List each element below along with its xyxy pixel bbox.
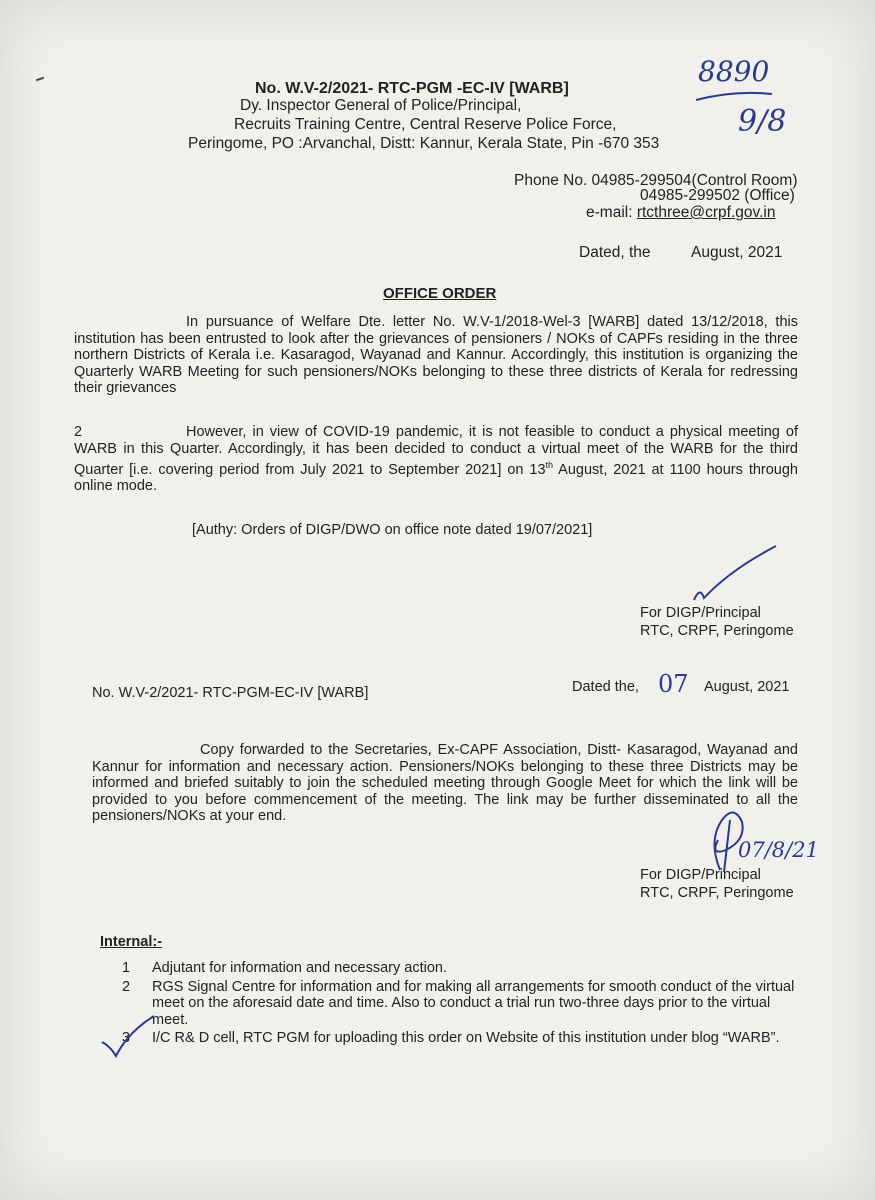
header-line-3: Peringome, PO :Arvanchal, Distt: Kannur, Kerala State, Pin -670 353 (188, 135, 660, 152)
internal-item-1 (122, 960, 802, 977)
phone-office: 04985-299502 (Office) (640, 187, 795, 204)
dated-value-top: August, 2021 (691, 244, 783, 261)
dated-label-bottom: Dated the, (572, 679, 639, 695)
authority-note: [Authy: Orders of DIGP/DWO on office note dated 19/07/2021] (192, 522, 593, 538)
paragraph-2-number: 2 (74, 424, 83, 440)
internal-item-text: I/C R& D cell, RTC PGM for uploading this order on Website of this institution under blog “WARB”. (152, 1030, 780, 1046)
handwritten-day: 07 (658, 670, 689, 698)
paragraph-1: In pursuance of Welfare Dte. letter No. W.V-1/2018-Wel-3 [WARB] dated 13/12/2018, this institution has been entrusted to look after the grievances of pensioners / NOKs of CAPFs residing in the three northern Districts of Kerala i.e. Kasaragod, Wayanad and Kannur. Accordingly, this institution is organizing the Quarterly WARB Meeting for such pensioners/NOKs belonging to these three districts of Kerala for redressing their grievances (74, 314, 798, 396)
internal-item-text: Adjutant for information and necessary action. (152, 960, 447, 976)
internal-item-number: 2 (122, 978, 131, 995)
sign1-line-2: RTC, CRPF, Peringome (640, 623, 794, 639)
internal-item-2 (122, 979, 802, 1029)
second-reference-number: No. W.V-2/2021- RTC-PGM-EC-IV [WARB] (92, 685, 369, 701)
paragraph-2 (74, 424, 798, 495)
sign2-line-1: For DIGP/Principal (640, 867, 761, 883)
internal-item-number: 1 (122, 960, 131, 976)
internal-item-text: RGS Signal Centre for information and for making all arrangements for smooth conduct of the virtual meet on the aforesaid date and time. Also to conduct a trial run two-three days prior to the virtual meet. (152, 978, 795, 1028)
paragraph-2-text-a: However, in view of COVID-19 pandemic, it is not feasible to conduct a physical meeting of WARB in this Quarter. Accordingly, it has been decided to conduct a virtual meet of the WARB for the third Quarter [i.e. covering period from July 2021 to September 2021] on 13 (74, 424, 798, 478)
checkmark-icon (98, 1012, 158, 1062)
signature-2-date: 07/8/21 (738, 838, 819, 862)
office-order-title: OFFICE ORDER (383, 285, 497, 302)
dated-label-top: Dated, the (579, 244, 651, 261)
internal-item-number: 3 (122, 1030, 131, 1046)
email-link[interactable]: rtcthree@crpf.gov.in (636, 204, 776, 221)
sign1-line-1: For DIGP/Principal (640, 605, 761, 621)
stray-mark (36, 77, 44, 82)
header-line-2: Recruits Training Centre, Central Reserve Police Force, (234, 116, 617, 133)
handwritten-inward-date: 9/8 (738, 104, 787, 139)
header-line-1: Dy. Inspector General of Police/Principal, (240, 97, 522, 114)
dated-value-bottom: August, 2021 (704, 679, 790, 695)
email-label: e-mail: (586, 204, 633, 221)
sign2-line-2: RTC, CRPF, Peringome (640, 885, 794, 901)
internal-item-3 (122, 1030, 802, 1047)
internal-list (122, 960, 802, 1047)
phone-control-room: Phone No. 04985-299504(Control Room) (514, 172, 798, 189)
paragraph-copy-forwarded: Copy forwarded to the Secretaries, Ex-CAPF Association, Distt- Kasaragod, Wayanad and Kannur for information and necessary action. Pensioners/NOKs belonging to these three Districts may be informed and briefed suitably to join the scheduled meeting through Google Meet for which the link will be provided to you before commencement of the meeting. The link may be further disseminated to all the pensioners/NOKs at your end. (92, 742, 798, 824)
paragraph-2-superscript: th (545, 460, 554, 470)
handwritten-underline (694, 90, 774, 104)
paragraph-2-text-b: August, 2021 at 1100 hours through online mode. (74, 461, 799, 495)
handwritten-inward-number: 8890 (698, 55, 770, 88)
signature-1 (690, 540, 780, 610)
internal-heading: Internal:- (100, 934, 163, 950)
reference-number: No. W.V-2/2021- RTC-PGM -EC-IV [WARB] (255, 80, 569, 97)
